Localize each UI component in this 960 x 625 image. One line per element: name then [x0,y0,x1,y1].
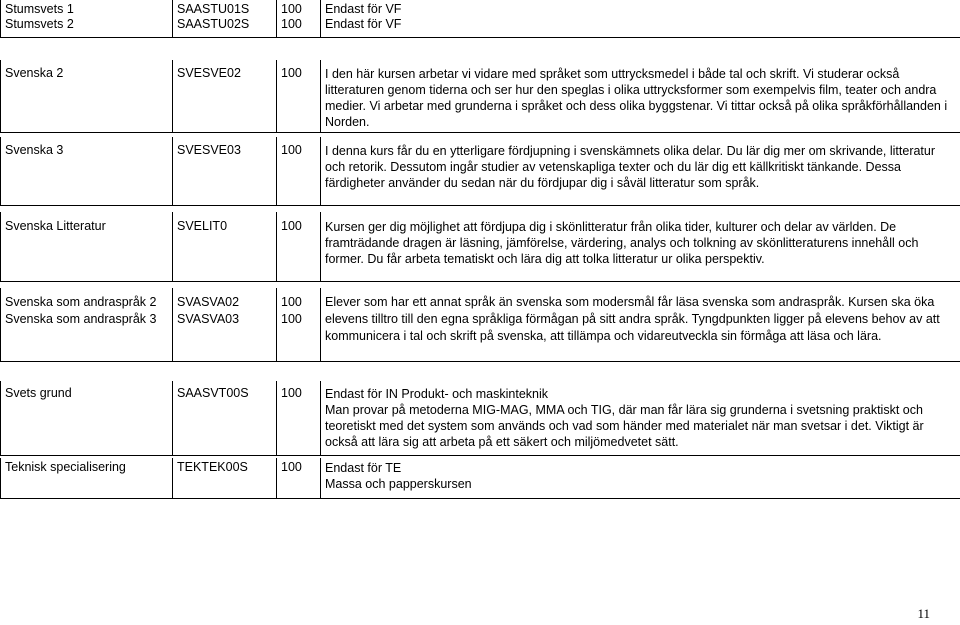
course-points: 100 100 [281,295,302,326]
course-name: Svets grund [5,386,72,400]
course-row-svenska-litteratur [0,212,960,282]
course-description-title: Endast för TE [325,461,402,475]
course-name-cell [0,288,173,361]
course-points-cell [276,288,321,361]
course-row-stumsvets [0,0,960,38]
course-points-cell [276,137,321,205]
course-name-cell [0,212,173,281]
course-points-cell [276,60,321,132]
course-points: 100 [281,386,302,400]
course-description: Elever som har ett annat språk än svenska som modersmål får läsa svenska som andraspråk. Kursen ska öka elevens tilltro till den egna språkliga förmågan på sitt andra språk. Tyngdpunkten ligger på elevens behov av att kommunicera i tal och skrift på svenska, att tillämpa och vidareutveckla sin förmåga att läsa och lära. [325,295,940,343]
course-code-cell [172,212,277,281]
course-row-svenska-3 [0,137,960,206]
course-desc-cell [320,212,960,281]
course-code-cell [172,60,277,132]
course-points-cell [276,0,321,37]
course-points-cell [276,458,321,498]
course-code-cell [172,381,277,455]
course-name-cell [0,0,173,37]
course-points-cell [276,381,321,455]
course-points: 100 [281,219,302,233]
course-row-svenska-andrasprak [0,288,960,362]
course-points: 100 [281,460,302,474]
course-desc-cell [320,458,960,498]
course-code: SVASVA02 SVASVA03 [177,295,240,326]
course-code-cell [172,137,277,205]
course-name: Stumsvets 1 Stumsvets 2 [5,2,74,31]
course-desc-cell [320,60,960,132]
course-desc-cell [320,381,960,455]
course-description: I den här kursen arbetar vi vidare med språket som uttrycksmedel i både tal och skrift. Vi studerar också litteraturen genom tiderna och ser hur den speglas i olika uttrycksformer som exempelvis film, teater och andra medier. Vi arbetar med grunderna i språket och dess olika byggstenar. Vi tittar också på olika språkförhållanden i Norden. [325,67,948,129]
course-points: 100 [281,143,302,157]
course-description-title: Endast för IN Produkt- och maskinteknik [325,387,549,401]
course-code: SVESVE03 [177,143,241,157]
course-description: Man provar på metoderna MIG-MAG, MMA och TIG, där man får lära sig grunderna i svetsning praktiskt och teoretiskt med det system som används och vad som händer med materialet när man svetsar i det. Viktigt är också att lära sig att arbeta på ett säkert och miljömedvetet sätt. [325,403,924,449]
course-description: I denna kurs får du en ytterligare fördjupning i svenskämnets olika delar. Du lär dig mer om skrivande, litteratur och retorik. Dessutom ingår studier av vetenskapliga texter och du lär dig ett källkritiskt tänkande. Dessa färdigheter använder du sedan när du fördjupar dig i såväl litteratur som språk. [325,144,936,190]
course-points: 100 100 [281,2,302,31]
course-desc-cell [320,288,960,361]
course-desc-cell [320,137,960,205]
course-name-cell [0,60,173,132]
course-row-svenska-2 [0,60,960,133]
course-description: Massa och papperskursen [325,477,472,491]
course-code: SAASTU01S SAASTU02S [177,2,250,31]
course-name-cell [0,458,173,498]
course-name: Teknisk specialisering [5,460,126,474]
course-name: Svenska 2 [5,66,64,80]
course-description: Kursen ger dig möjlighet att fördjupa dig i skönlitteratur från olika tider, kulturer och delar av världen. De framträdande dragen är läsning, jämförelse, värdering, analys och tolkning av skönlitteraturens innehåll och former. Du får arbeta tematiskt och lära dig att tolka litteratur ur olika perspektiv. [325,220,919,266]
course-code-cell [172,458,277,498]
course-code: SAASVT00S [177,386,249,400]
course-code: SVELIT0 [177,219,228,233]
course-name: Svenska 3 [5,143,64,157]
course-points: 100 [281,66,302,80]
course-name-cell [0,137,173,205]
page-number: 11 [917,606,930,621]
course-code: TEKTEK00S [177,460,248,474]
course-desc-cell [320,0,960,37]
course-code: SVESVE02 [177,66,241,80]
course-code-cell [172,288,277,361]
course-code-cell [172,0,277,37]
course-name: Svenska som andraspråk 2 Svenska som andraspråk 3 [5,295,157,326]
course-name-cell [0,381,173,455]
course-description: Endast för VF Endast för VF [325,2,402,31]
course-row-svets-grund [0,381,960,456]
course-name: Svenska Litteratur [5,219,106,233]
course-row-teknisk-specialisering [0,458,960,499]
course-points-cell [276,212,321,281]
